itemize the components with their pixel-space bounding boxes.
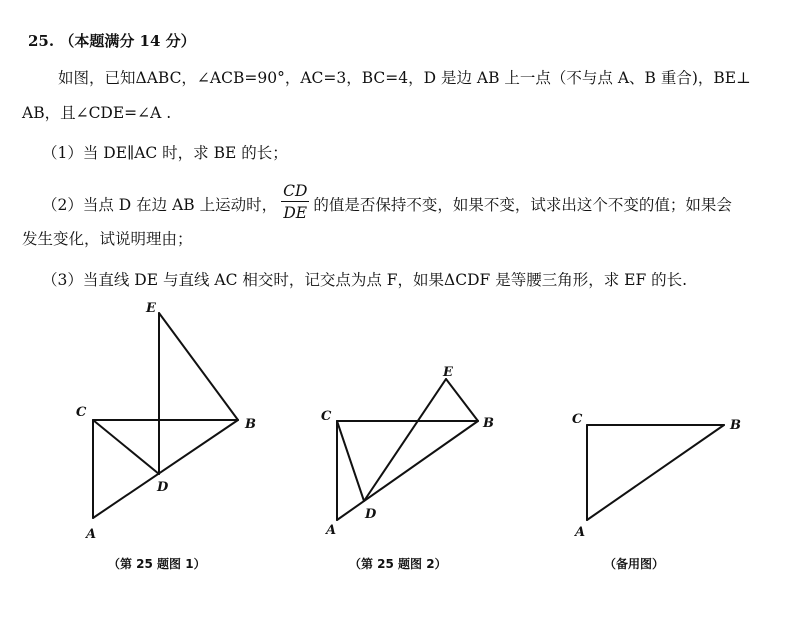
question-2-after: 的值是否保持不变，如果不变，试求出这个不变的值；如果会 bbox=[313, 196, 732, 214]
fig3-label-c: C bbox=[572, 412, 583, 427]
fig2-label-b: B bbox=[483, 416, 494, 431]
figure-2 bbox=[321, 365, 494, 571]
fig1-label-a: A bbox=[86, 527, 97, 542]
question-2-line2: 发生变化，试说明理由； bbox=[22, 230, 193, 248]
fig1-label-d: D bbox=[157, 480, 169, 495]
fig1-segment-eb bbox=[159, 313, 238, 420]
fig1-label-b: B bbox=[245, 417, 256, 432]
fraction-numerator: CD bbox=[283, 182, 308, 200]
fig3-label-b: B bbox=[730, 418, 741, 433]
fig2-label-a: A bbox=[326, 523, 337, 538]
figure-1 bbox=[76, 301, 256, 571]
fig2-label-d: D bbox=[365, 507, 377, 522]
figure-3 bbox=[572, 412, 741, 571]
fig2-label-e: E bbox=[443, 365, 453, 380]
fig2-segment-eb bbox=[446, 379, 478, 421]
fig3-label-a: A bbox=[575, 525, 586, 540]
fig2-segment-cd bbox=[337, 421, 364, 501]
problem-intro-line1: 如图，已知ΔABC，∠ACB=90°，AC=3，BC=4，D 是边 AB 上一点（不与点 A、B 重合)，BE⊥ bbox=[58, 69, 751, 87]
fig2-label-c: C bbox=[321, 409, 332, 424]
fig2-caption: （第 25 题图 2） bbox=[349, 557, 447, 571]
fraction-denominator: DE bbox=[283, 204, 308, 222]
fig1-label-c: C bbox=[76, 405, 87, 420]
problem-title: 25. （本题满分 14 分） bbox=[28, 32, 196, 50]
problem-intro-line2: AB，且∠CDE=∠A . bbox=[22, 104, 172, 122]
fig1-segment-ab bbox=[93, 420, 238, 518]
fig2-segment-de bbox=[364, 379, 446, 501]
fig1-segment-cd bbox=[93, 420, 159, 474]
fig3-caption: （备用图） bbox=[604, 557, 665, 571]
fig1-caption: （第 25 题图 1） bbox=[108, 557, 206, 571]
fig3-segment-ab bbox=[587, 425, 724, 520]
question-3: （3）当直线 DE 与直线 AC 相交时，记交点为点 F，如果ΔCDF 是等腰三角形，求 EF 的长. bbox=[42, 271, 688, 289]
question-2-before: （2）当点 D 在边 AB 上运动时， bbox=[42, 196, 278, 214]
question-1: （1）当 DE∥AC 时，求 BE 的长； bbox=[42, 144, 288, 162]
fig1-label-e: E bbox=[146, 301, 156, 316]
